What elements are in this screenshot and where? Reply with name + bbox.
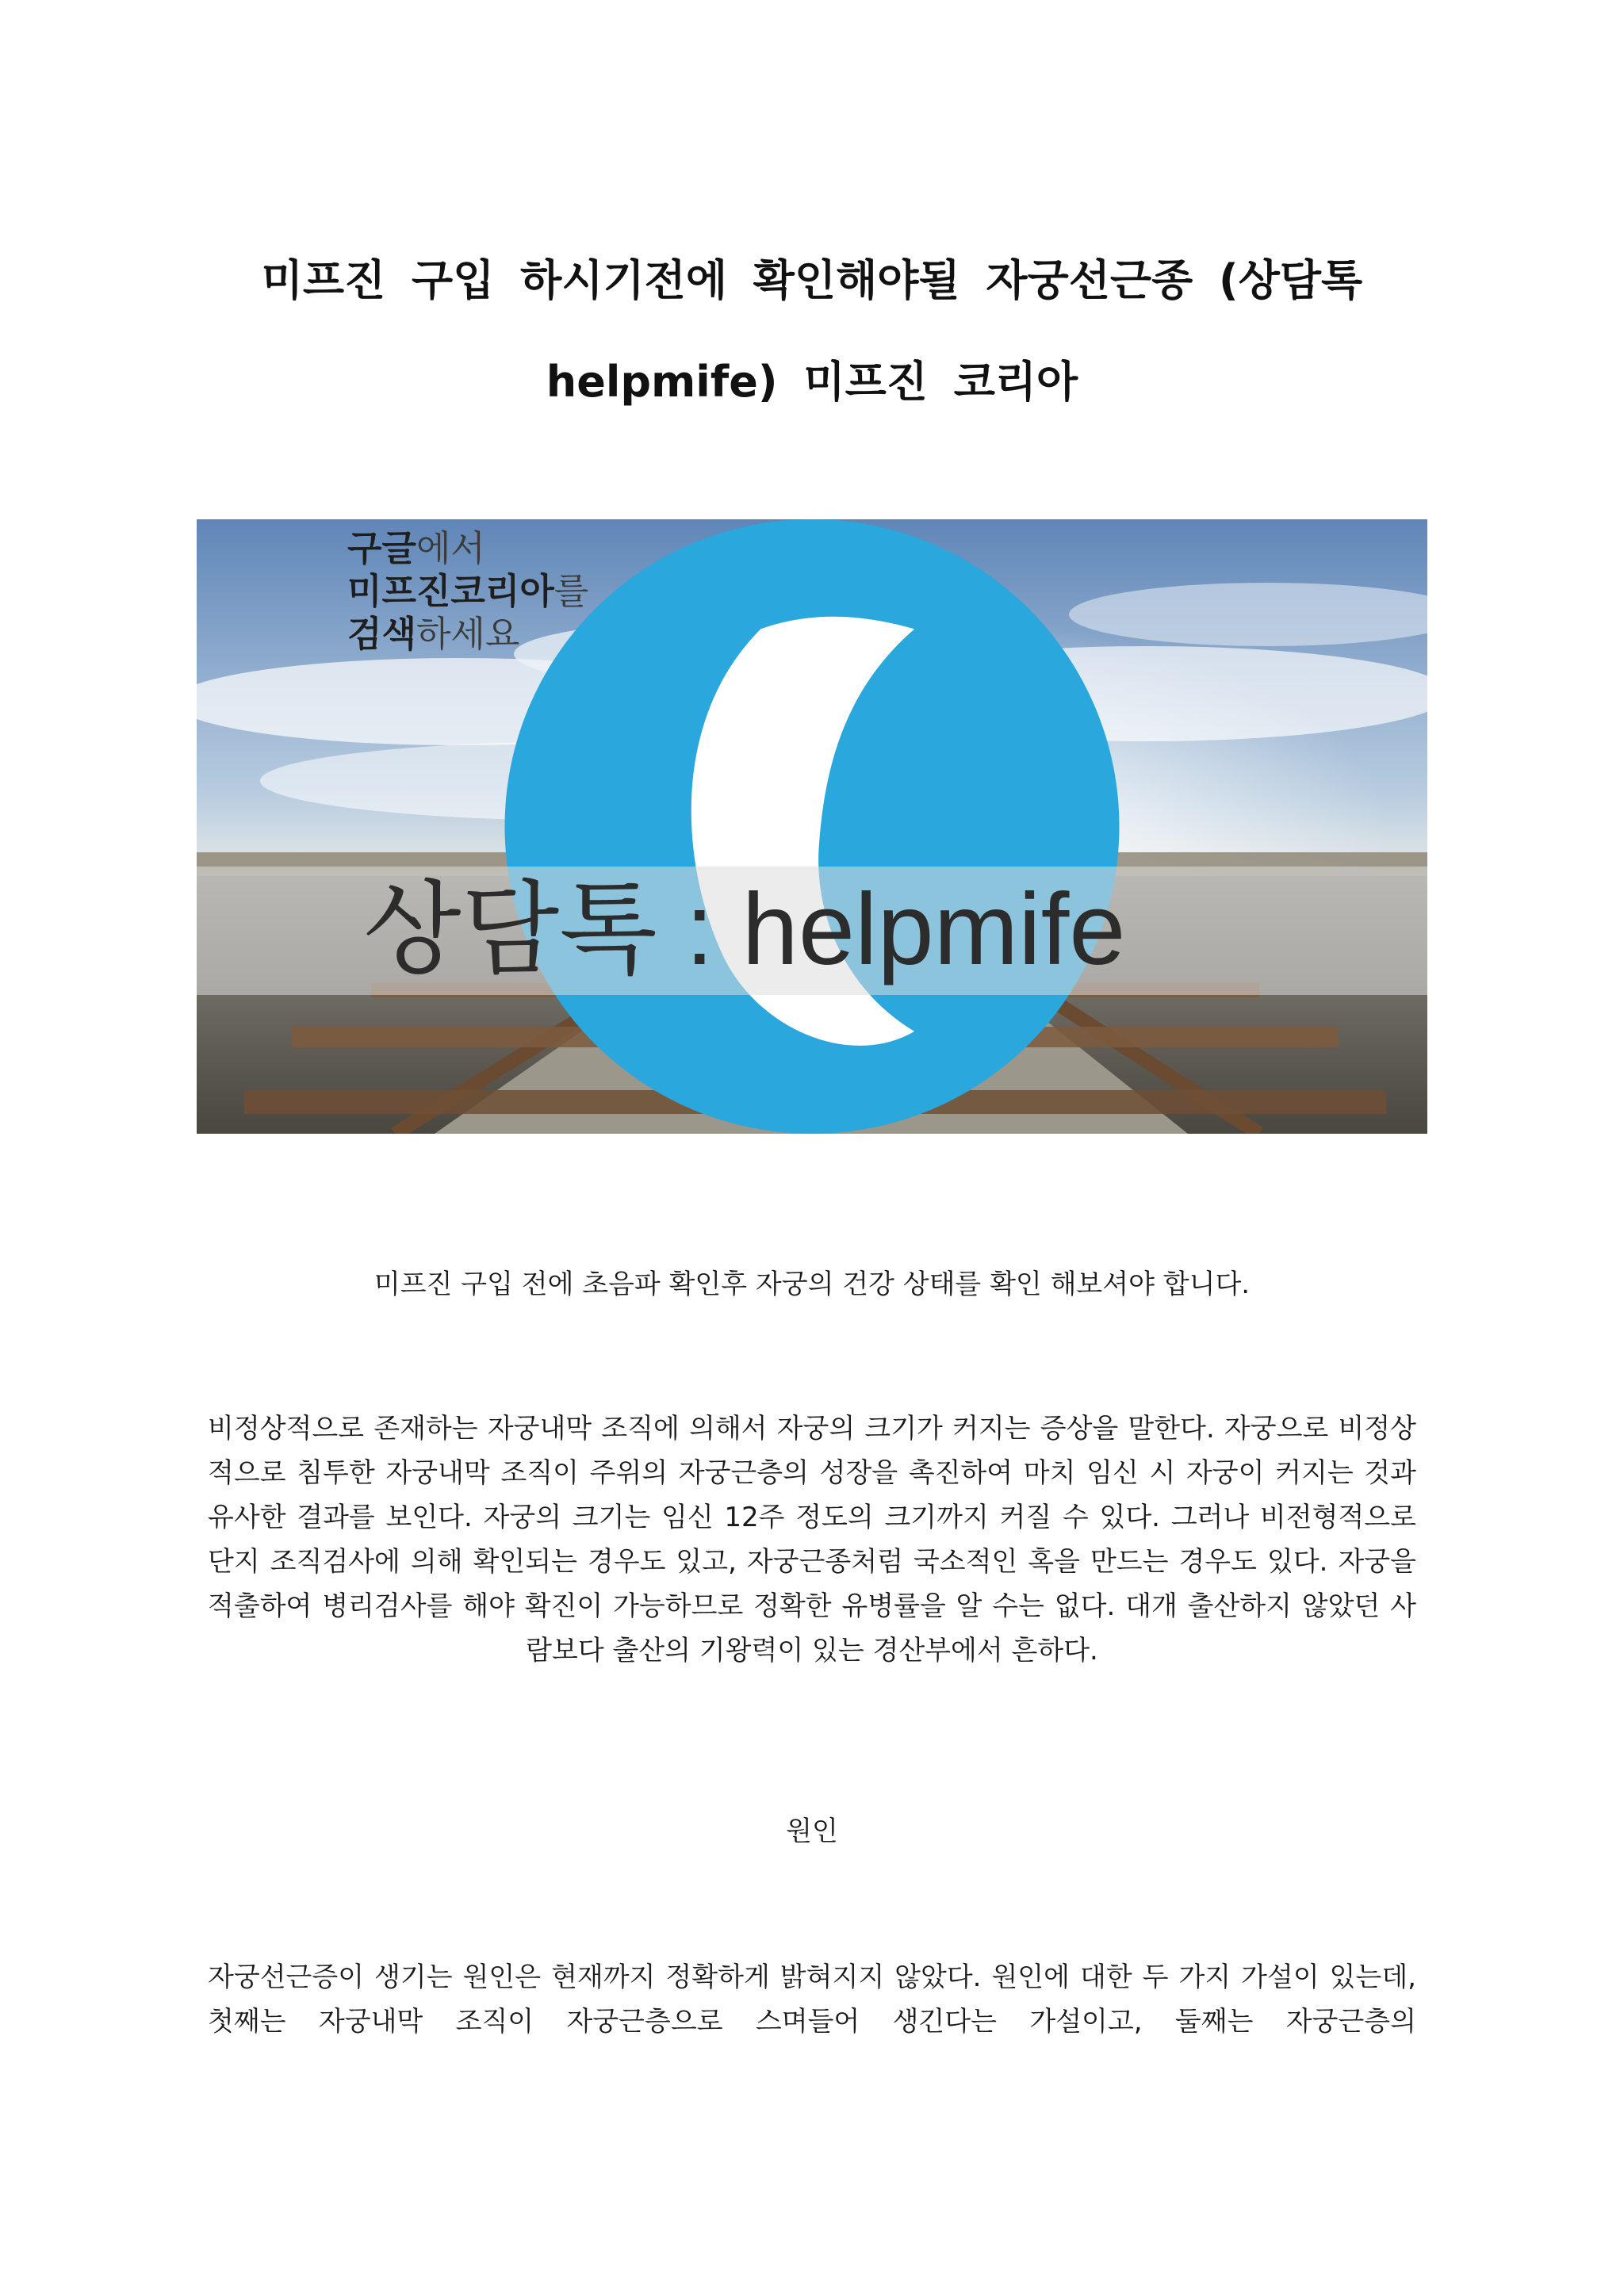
heading-cause: 원인	[786, 1816, 838, 1847]
paragraph-definition: 비정상적으로 존재하는 자궁내막 조직에 의해서 자궁의 크기가 커지는 증상을 말한다. 자궁으로 비정상적으로 침투한 자궁내막 조직이 주위의 자궁근층의 성장을 촉진하여 마치 임신 시 자궁이 커지는 것과 유사한 결과를 보인다. 자궁의 크기는 임신 12주 정도의 크기까지 커질 수 있다. 그러나 비전형적으로 단지 조직검사에 의해 확인되는 경우도 있고, 자궁근종처럼 국소적인 혹을 만드는 경우도 있다. 자궁을 적출하여 병리검사를 해야 확진이 가능하므로 정확한 유병률을 알 수는 없다. 대개 출산하지 않았던 사람보다 출산의 기왕력이 있는 경산부에서 흔하다.	[208, 1413, 1416, 1667]
promo-from: 에서	[416, 527, 485, 569]
promo-please: 하세요	[416, 613, 520, 655]
promo-brand: 미프진코리아	[347, 570, 554, 612]
promo-particle: 를	[553, 570, 589, 612]
search-promo	[347, 527, 588, 656]
hero-image	[197, 519, 1427, 1134]
document-title: 미프진 구입 하시기전에 확인해야될 자궁선근종 (상담톡 helpmife) 미프진 코리아	[261, 255, 1363, 407]
promo-google: 구글	[347, 527, 416, 569]
promo-search: 검색	[347, 613, 416, 655]
intro-line: 미프진 구입 전에 초음파 확인후 자궁의 건강 상태를 확인 해보셔야 합니다.	[373, 1269, 1251, 1300]
banner-contact-text: 상담톡 : helpmife	[363, 873, 1126, 986]
paragraph-cause: 자궁선근증이 생기는 원인은 현재까지 정확하게 밝혀지지 않았다. 원인에 대한 두 가지 가설이 있는데, 첫째는 자궁내막 조직이 자궁근층으로 스며들어 생긴다는 가설이고, 둘째는 자궁근층의	[208, 1961, 1416, 2038]
